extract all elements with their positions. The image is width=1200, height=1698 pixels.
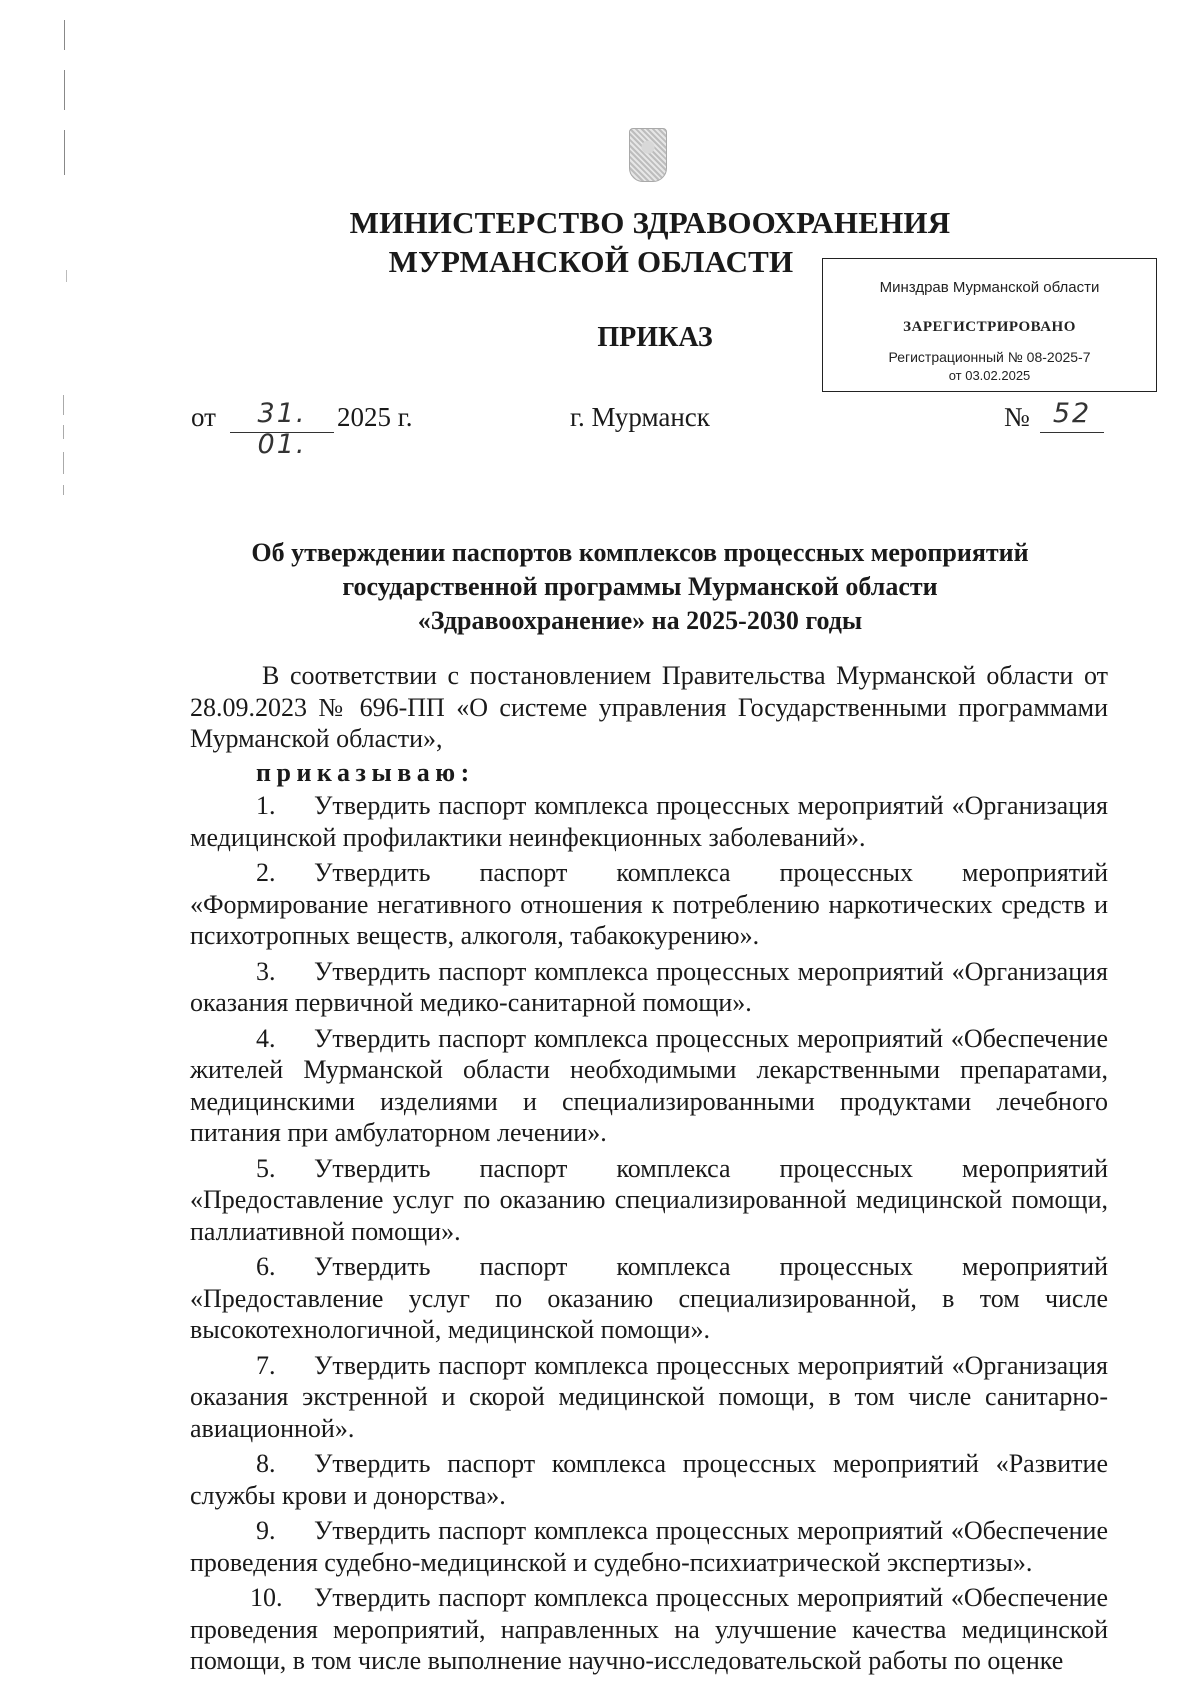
item-number: 5. <box>256 1153 276 1183</box>
scan-mark <box>63 452 64 474</box>
item-number: 7. <box>256 1350 276 1380</box>
list-item <box>190 790 1108 853</box>
list-item <box>190 1153 1108 1248</box>
scan-mark <box>63 425 64 439</box>
scan-mark <box>64 20 65 50</box>
document-type: ПРИКАЗ <box>597 322 713 353</box>
document-title <box>220 536 1060 638</box>
item-text: Утвердить паспорт комплекса процессных мероприятий «Развитие службы крови и донорства». <box>190 1449 1108 1510</box>
list-item <box>190 956 1108 1019</box>
city: г. Мурманск <box>570 402 710 432</box>
scan-mark <box>64 70 65 110</box>
item-number: 10. <box>250 1583 283 1612</box>
title-line: государственной программы Мурманской области <box>342 572 938 601</box>
date-prefix: от <box>191 402 216 432</box>
item-number: 9. <box>256 1516 276 1545</box>
stamp-reg-number: Регистрационный № 08-2025-7 <box>888 349 1091 365</box>
title-line: «Здравоохранение» на 2025-2030 годы <box>417 606 863 635</box>
scan-mark <box>64 130 65 175</box>
list-item <box>190 1582 1108 1677</box>
item-number: 8. <box>256 1449 276 1478</box>
number-label: № <box>1004 402 1030 432</box>
item-text: Утвердить паспорт комплекса процессных мероприятий «Обеспечение проведения мероприятий, направленных на улучшение качества медицинской помощи, в том числе выполнение научно-исследовательской работы по оценке <box>190 1583 1108 1675</box>
item-text: Утвердить паспорт комплекса процессных мероприятий «Организация оказания первичной медико-санитарной помощи». <box>190 956 1108 1017</box>
list-item <box>190 1448 1108 1511</box>
registration-stamp <box>822 258 1157 392</box>
list-item <box>190 1023 1108 1149</box>
handwritten-date: 31. 01. <box>230 398 334 433</box>
item-text: Утвердить паспорт комплекса процессных мероприятий «Обеспечение жителей Мурманской области необходимыми лекарственными препаратами, медицинскими изделиями и специализированными продуктами лечебного питания при амбулаторном лечении». <box>190 1023 1108 1147</box>
title-line: Об утверждении паспортов комплексов процессных мероприятий <box>251 538 1029 567</box>
list-item <box>190 1251 1108 1346</box>
scan-mark <box>66 270 67 282</box>
item-number: 3. <box>256 956 276 986</box>
item-number: 2. <box>256 858 276 887</box>
item-number: 6. <box>256 1252 276 1281</box>
scan-mark <box>63 485 64 495</box>
scan-mark <box>63 395 64 415</box>
handwritten-number: 52 <box>1040 398 1104 433</box>
date-year: 2025 г. <box>337 402 413 432</box>
stamp-status: ЗАРЕГИСТРИРОВАНО <box>903 319 1076 335</box>
item-text: Утвердить паспорт комплекса процессных мероприятий «Обеспечение проведения судебно-медицинской и судебно-психиатрической экспертизы». <box>190 1516 1108 1577</box>
order-word: приказываю: <box>256 757 475 787</box>
item-text: Утвердить паспорт комплекса процессных мероприятий «Формирование негативного отношения к потреблению наркотических средств и психотропных веществ, алкоголя, табакокурению». <box>190 858 1108 950</box>
ministry-name-line1: МИНИСТЕРСТВО ЗДРАВООХРАНЕНИЯ <box>349 205 951 240</box>
list-item <box>190 857 1108 952</box>
document-body <box>190 660 1108 1677</box>
item-number: 4. <box>256 1023 276 1053</box>
coat-of-arms-emblem <box>629 128 667 182</box>
ministry-name-line2: МУРМАНСКОЙ ОБЛАСТИ <box>388 244 794 279</box>
item-text: Утвердить паспорт комплекса процессных мероприятий «Организация медицинской профилактики неинфекционных заболеваний». <box>190 791 1108 852</box>
preamble: В соответствии с постановлением Правительства Мурманской области от 28.09.2023 № 696-ПП «О системе управления Государственными программами Мурманской области», <box>190 661 1108 753</box>
item-text: Утвердить паспорт комплекса процессных мероприятий «Предоставление услуг по оказанию специализированной, в том числе высокотехнологичной, медицинской помощи». <box>190 1252 1108 1344</box>
list-item <box>190 1515 1108 1578</box>
stamp-reg-date: от 03.02.2025 <box>948 368 1031 383</box>
stamp-org: Минздрав Мурманской области <box>879 279 1100 296</box>
item-number: 1. <box>256 791 276 820</box>
item-text: Утвердить паспорт комплекса процессных мероприятий «Организация оказания экстренной и скорой медицинской помощи, в том числе санитарно-авиационной». <box>190 1350 1108 1443</box>
list-item <box>190 1350 1108 1445</box>
item-text: Утвердить паспорт комплекса процессных мероприятий «Предоставление услуг по оказанию специализированной медицинской помощи, паллиативной помощи». <box>190 1153 1108 1246</box>
